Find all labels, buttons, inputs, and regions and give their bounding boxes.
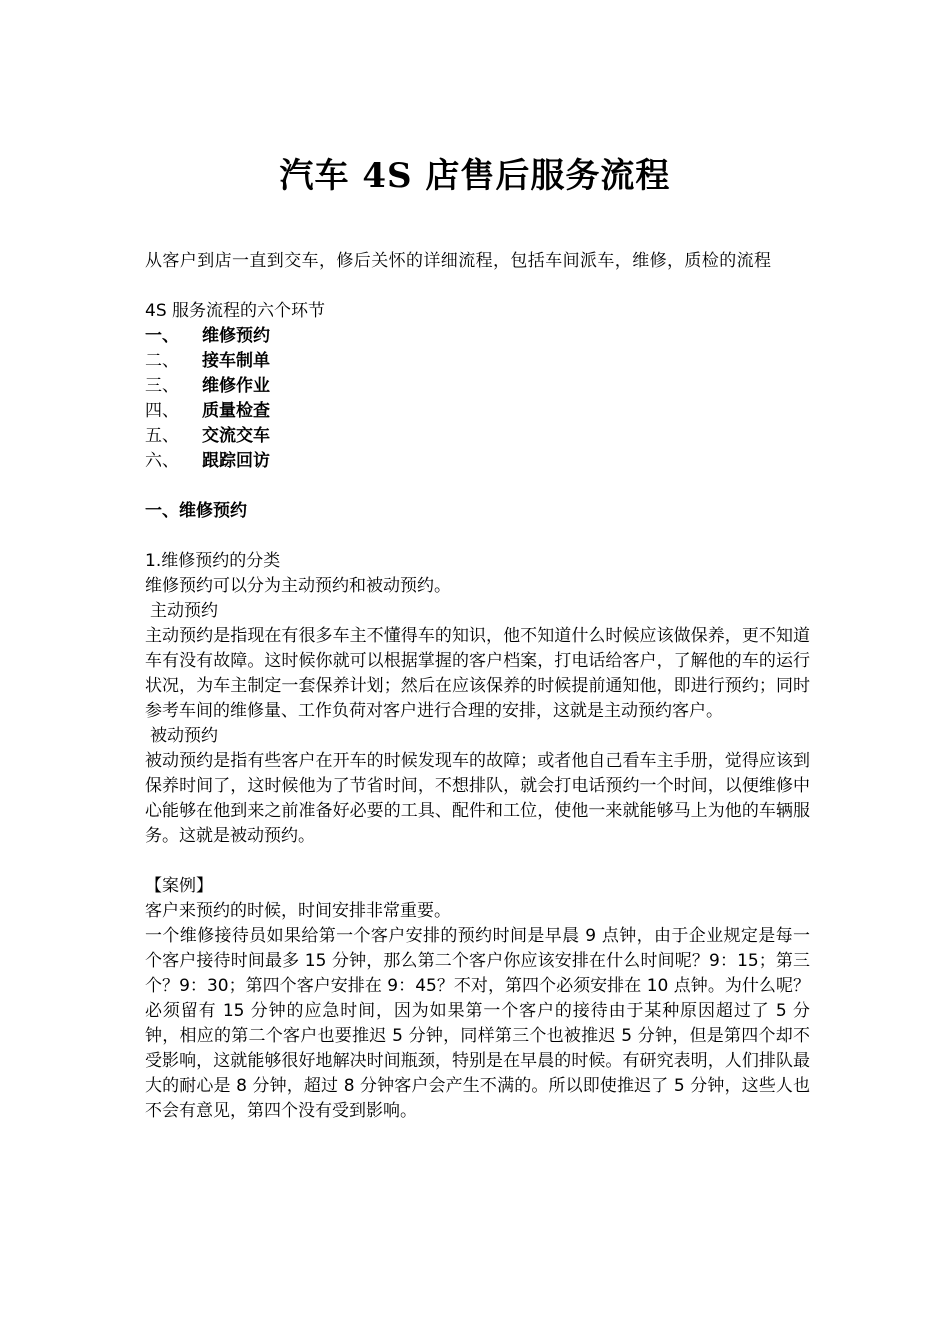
step-number: 三、 [145, 376, 179, 396]
step-number: 二、 [145, 351, 179, 371]
spacer [145, 274, 810, 299]
spacer [145, 474, 810, 499]
passive-booking-paragraph: 被动预约是指有些客户在开车的时候发现车的故障；或者他自己看车主手册，觉得应该到保养时间了，这时候他为了节省时间，不想排队，就会打电话预约一个时间，以便维修中心能够在他到来之前准备好必要的工具、配件和工位，使他一来就能够马上为他的车辆服务。这就是被动预约。 [145, 751, 810, 846]
case-paragraph: 一个维修接待员如果给第一个客户安排的预约时间是早晨 9 点钟，由于企业规定是每一个客户接待时间最多 15 分钟，那么第二个客户你应该安排在什么时间呢？9：15；第三个？9：30；第四个客户安排在 9：45？不对，第四个必须安排在 10 点钟。为什么呢？必须留有 15 分钟的应急时间，因为如果第一个客户的接待由于某种原因超过了 5 分钟，相应的第二个客户也要推迟 5 分钟，同样第三个也被推迟 5 分钟，但是第四个却不受影响，这就能够很好地解决时间瓶颈，特别是在早晨的时候。有研究表明，人们排队最大的耐心是 8 分钟，超过 8 分钟客户会产生不满的。所以即使推迟了 5 分钟，这些人也不会有意见，第四个没有受到影响。 [145, 926, 810, 1121]
step-item [145, 449, 810, 474]
step-number: 五、 [145, 426, 179, 446]
intro-paragraph: 从客户到店一直到交车，修后关怀的详细流程，包括车间派车，维修，质检的流程 [145, 251, 772, 271]
case-heading: 【案例】 [145, 876, 213, 896]
six-steps-heading: 4S 服务流程的六个环节 [145, 301, 326, 321]
subsection-heading: 1.维修预约的分类 [145, 551, 281, 571]
step-label: 接车制单 [202, 351, 270, 371]
spacer [145, 524, 810, 549]
step-item [145, 349, 810, 374]
subsection-intro: 维修预约可以分为主动预约和被动预约。 [145, 576, 451, 596]
step-number: 六、 [145, 451, 179, 471]
step-item [145, 374, 810, 399]
step-label: 维修预约 [202, 326, 270, 346]
step-label: 跟踪回访 [202, 451, 270, 471]
step-number: 四、 [145, 401, 179, 421]
step-label: 质量检查 [202, 401, 270, 421]
step-item [145, 399, 810, 424]
passive-booking-heading: 被动预约 [150, 726, 218, 746]
spacer [145, 849, 810, 874]
step-label: 维修作业 [202, 376, 270, 396]
step-item [145, 424, 810, 449]
step-label: 交流交车 [202, 426, 270, 446]
step-number: 一、 [145, 326, 179, 346]
document-title: 汽车 4S 店售后服务流程 [279, 156, 671, 196]
section-heading: 一、维修预约 [145, 501, 247, 521]
document-body [145, 249, 810, 1124]
step-item [145, 324, 810, 349]
active-booking-heading: 主动预约 [150, 601, 218, 621]
case-intro: 客户来预约的时候，时间安排非常重要。 [145, 901, 451, 921]
active-booking-paragraph: 主动预约是指现在有很多车主不懂得车的知识，他不知道什么时候应该做保养，更不知道车有没有故障。这时候你就可以根据掌握的客户档案，打电话给客户，了解他的车的运行状况，为车主制定一套保养计划；然后在应该保养的时候提前通知他，即进行预约；同时参考车间的维修量、工作负荷对客户进行合理的安排，这就是主动预约客户。 [145, 626, 810, 721]
